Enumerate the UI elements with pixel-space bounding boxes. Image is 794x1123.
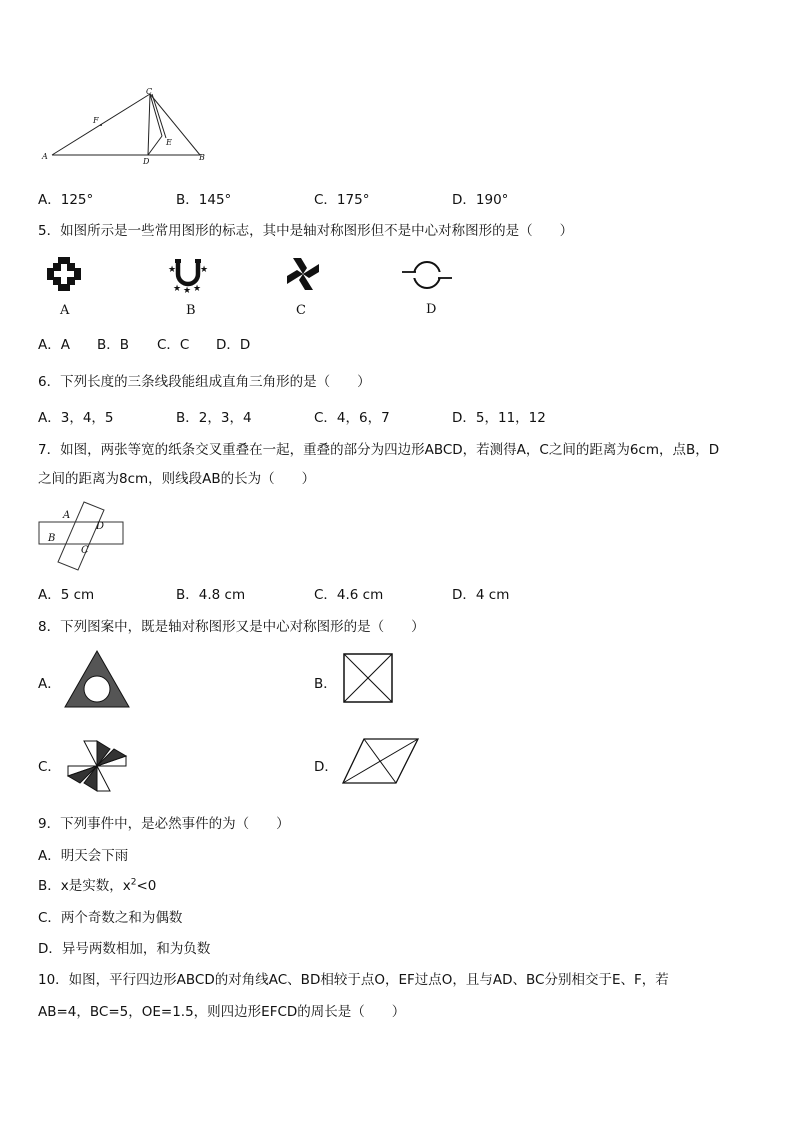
q5-stem: 5．如图所示是一些常用图形的标志，其中是轴对称图形但不是中心对称图形的是（ ） xyxy=(38,223,574,239)
q5-symbol-b-icon xyxy=(166,258,210,294)
svg-text:★: ★ xyxy=(168,265,177,275)
q8-square-diagonals-icon xyxy=(343,653,393,703)
q5-option-c: C．C xyxy=(157,337,190,353)
q9-option-b-exponent: 2 xyxy=(130,877,137,888)
q9-option-a: A．明天会下雨 xyxy=(38,848,129,864)
q8-option-d-label: D． xyxy=(314,759,338,775)
q9-option-b xyxy=(38,874,156,894)
q4-label-f: F xyxy=(93,116,99,125)
q10-stem-line1: 10．如图，平行四边形ABCD的对角线AC、BD相较于点O，EF过点O，且与AD、BC分别相交于E、F，若 xyxy=(38,972,669,988)
q7-stem-line1: 7．如图，两张等宽的纸条交叉重叠在一起，重叠的部分为四边形ABCD，若测得A，C之间的距离为6cm，点B，D xyxy=(38,442,720,458)
q6-option-b: B．2，3，4 xyxy=(176,410,252,426)
q7-label-b: B xyxy=(48,533,56,544)
q5-option-a: A．A xyxy=(38,337,70,353)
svg-text:★: ★ xyxy=(193,284,202,294)
q6-option-a: A．3，4，5 xyxy=(38,410,114,426)
q5-fig-label-d: D xyxy=(426,302,437,317)
q4-label-e: E xyxy=(166,138,172,147)
q5-symbol-c-icon xyxy=(285,256,321,292)
svg-text:★: ★ xyxy=(200,265,209,275)
q7-option-c: C．4.6 cm xyxy=(314,587,384,603)
q9-stem: 9．下列事件中，是必然事件的为（ ） xyxy=(38,816,290,832)
q5-option-b: B．B xyxy=(97,337,130,353)
q6-option-c: C．4，6，7 xyxy=(314,410,390,426)
q4-triangle-figure xyxy=(40,88,215,168)
q7-label-a: A xyxy=(63,510,71,521)
q7-label-c: C xyxy=(81,545,89,556)
q5-fig-label-b: B xyxy=(186,303,196,318)
q7-label-d: D xyxy=(96,521,105,532)
q4-label-d: D xyxy=(143,157,150,166)
svg-text:★: ★ xyxy=(183,286,192,296)
q8-option-b-label: B． xyxy=(314,676,337,692)
q5-fig-label-c: C xyxy=(296,303,306,318)
q4-option-b: B．145° xyxy=(176,192,232,208)
q4-option-c: C．175° xyxy=(314,192,370,208)
svg-text:★: ★ xyxy=(173,284,182,294)
q5-symbol-a-icon xyxy=(47,257,81,291)
q6-stem: 6．下列长度的三条线段能组成直角三角形的是（ ） xyxy=(38,374,371,390)
q8-option-a-label: A． xyxy=(38,676,61,692)
q5-fig-label-a: A xyxy=(60,303,70,318)
q4-label-b: B xyxy=(199,153,205,162)
q7-option-a: A．5 cm xyxy=(38,587,95,603)
q5-option-d: D．D xyxy=(216,337,251,353)
q4-label-a: A xyxy=(42,152,48,161)
q9-option-c: C．两个奇数之和为偶数 xyxy=(38,910,183,926)
q8-stem: 8．下列图案中，既是轴对称图形又是中心对称图形的是（ ） xyxy=(38,619,425,635)
q4-option-a: A．125° xyxy=(38,192,94,208)
q7-option-d: D．4 cm xyxy=(452,587,510,603)
q4-option-d: D．190° xyxy=(452,192,509,208)
q6-option-d: D．5，11，12 xyxy=(452,410,546,426)
q8-triangle-circle-icon xyxy=(64,650,130,708)
q7-option-b: B．4.8 cm xyxy=(176,587,246,603)
q7-stem-line2: 之间的距离为8cm，则线段AB的长为（ ） xyxy=(38,471,316,487)
q9-option-b-tail: <0 xyxy=(136,878,157,894)
q8-pinwheel-icon xyxy=(66,739,128,793)
q10-stem-line2: AB=4，BC=5，OE=1.5，则四边形EFCD的周长是（ ） xyxy=(38,1004,406,1020)
q9-option-d: D．异号两数相加，和为负数 xyxy=(38,941,211,957)
q9-option-b-text: B．x是实数，x xyxy=(38,878,131,894)
q8-option-c-label: C． xyxy=(38,759,61,775)
q4-label-c: C xyxy=(146,87,153,96)
q5-symbol-d-icon xyxy=(402,258,452,292)
q8-parallelogram-icon xyxy=(342,738,420,784)
